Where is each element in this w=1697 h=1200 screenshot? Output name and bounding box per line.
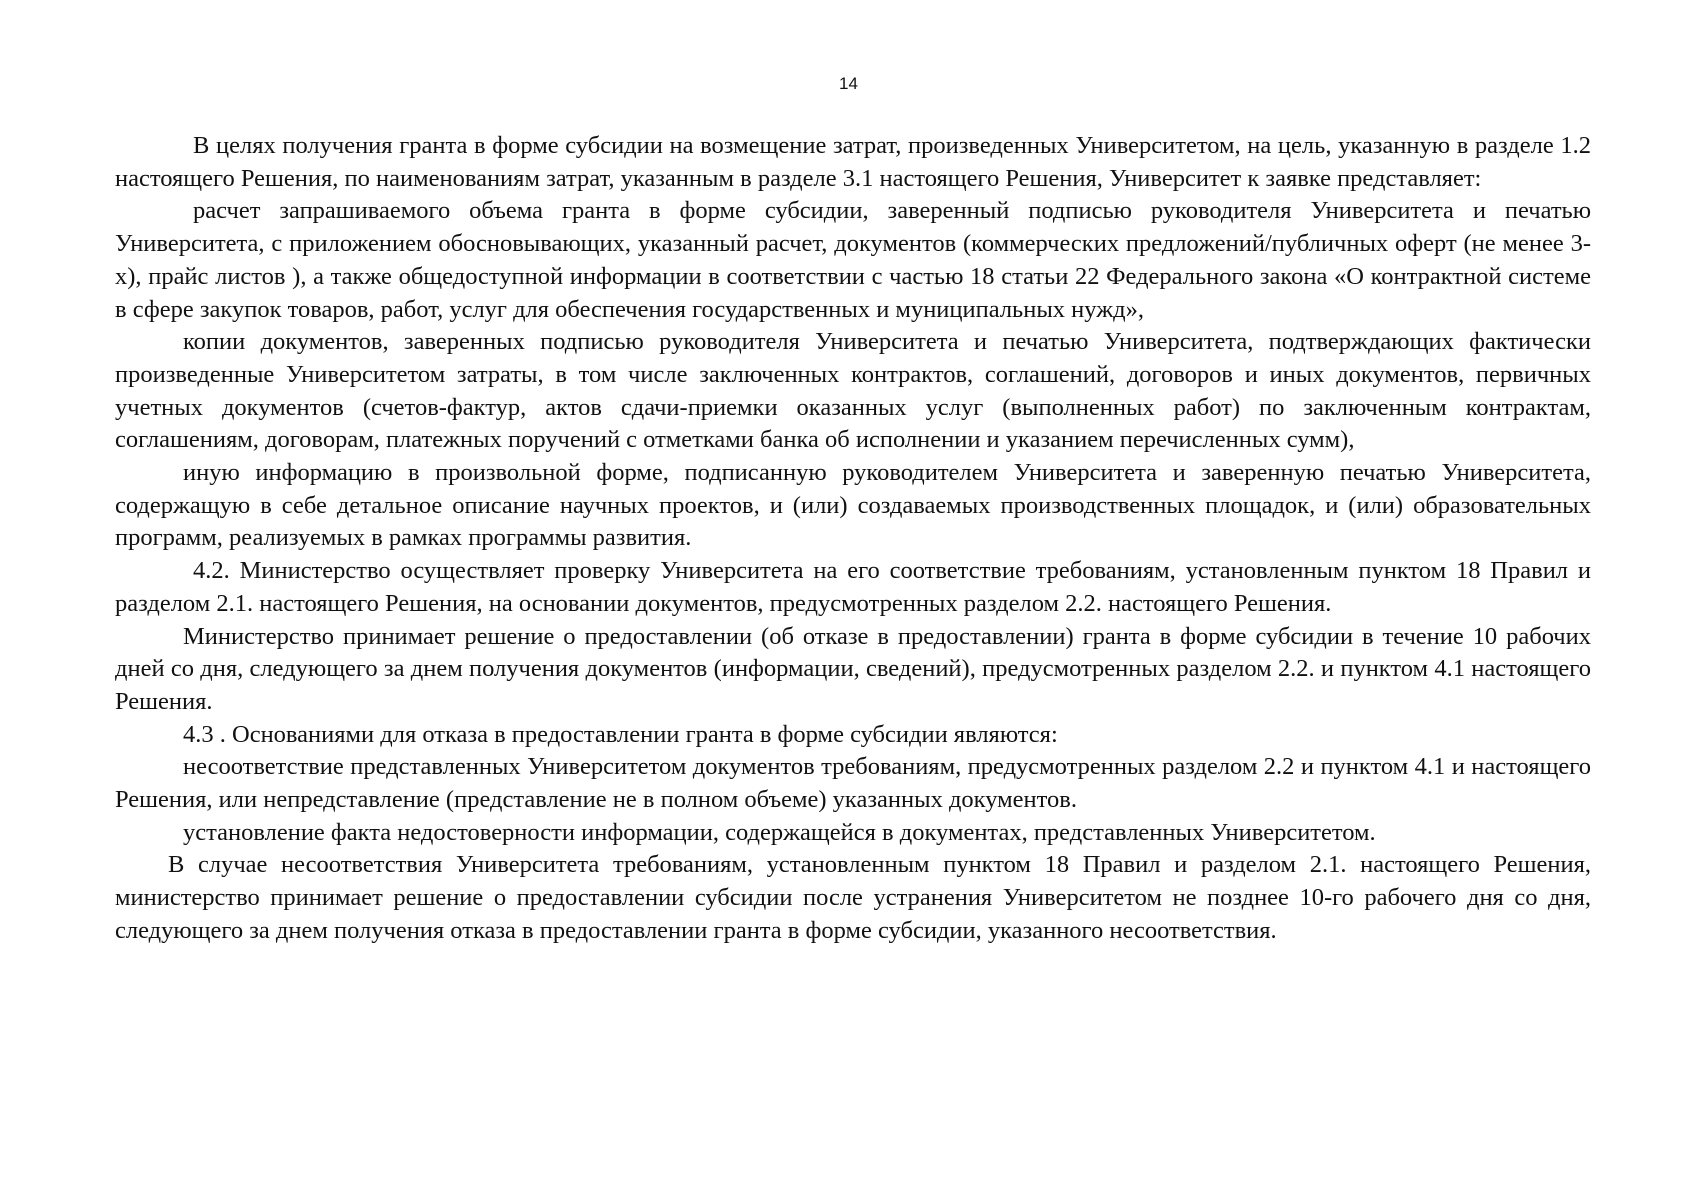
paragraph-unreliable-info: установление факта недостоверности информации, содержащейся в документах, представленных Университетом. bbox=[183, 818, 1376, 846]
paragraph-section-4-3: 4.3 . Основаниями для отказа в предоставлении гранта в форме субсидии являются: bbox=[183, 720, 1058, 748]
paragraph-other-information: иную информацию в произвольной форме, подписанную руководителем Университета и заверенную печатью Университета, содержащую в себе детальное описание научных проектов, и (или) создаваемых производственных площадок, и (или) образовательных программ, реализуемых в рамках программы развития. bbox=[115, 459, 1591, 552]
paragraph-remediation: В случае несоответствия Университета требованиям, установленным пунктом 18 Правил и разделом 2.1. настоящего Решения, министерство принимает решение о предоставлении субсидии после устранения Университетом не позднее 10-го рабочего дня со дня, следующего за днем получения отказа в предоставлении гранта в форме субсидии, указанного несоответствия. bbox=[115, 851, 1591, 944]
paragraph-document-copies: копии документов, заверенных подписью руководителя Университета и печатью Университета, подтверждающих фактически произведенные Университетом затраты, в том числе заключенных контрактов, соглашений, договоров и иных документов, первичных учетных документов (счетов-фактур, актов сдачи-приемки оказанных услуг (выполненных работ) по заключенным контрактам, соглашениям, договорам, платежных поручений с отметками банка об исполнении и указанием перечисленных сумм), bbox=[115, 328, 1591, 454]
paragraph-noncompliance: несоответствие представленных Университетом документов требованиям, предусмотренных разделом 2.2 и пунктом 4.1 и настоящего Решения, или непредставление (представление не в полном объеме) указанных документов. bbox=[115, 753, 1591, 814]
paragraph-ministry-decision: Министерство принимает решение о предоставлении (об отказе в предоставлении) гранта в форме субсидии в течение 10 рабочих дней со дня, следующего за днем получения документов (информации, сведений), предусмотренных разделом 2.2. и пунктом 4.1 настоящего Решения. bbox=[115, 622, 1591, 715]
page-number: 14 bbox=[839, 74, 858, 93]
paragraph-calculation: расчет запрашиваемого объема гранта в форме субсидии, заверенный подписью руководителя Университета и печатью Университета, с приложением обосновывающих, указанный расчет, документов (коммерческих предложений/публичных оферт (не менее 3-х), прайс листов ), а также общедоступной информации в соответствии с частью 18 статьи 22 Федерального закона «О контрактной системе в сфере закупок товаров, работ, услуг для обеспечения государственных и муниципальных нужд», bbox=[115, 197, 1591, 323]
paragraph-section-4-2: 4.2. Министерство осуществляет проверку Университета на его соответствие требованиям, установленным пунктом 18 Правил и разделом 2.1. настоящего Решения, на основании документов, предусмотренных разделом 2.2. настоящего Решения. bbox=[115, 557, 1591, 617]
paragraph-intro: В целях получения гранта в форме субсидии на возмещение затрат, произведенных Университетом, на цель, указанную в разделе 1.2 настоящего Решения, по наименованиям затрат, указанным в разделе 3.1 настоящего Решения, Университет к заявке представляет: bbox=[115, 132, 1591, 192]
document-body bbox=[115, 130, 1591, 948]
